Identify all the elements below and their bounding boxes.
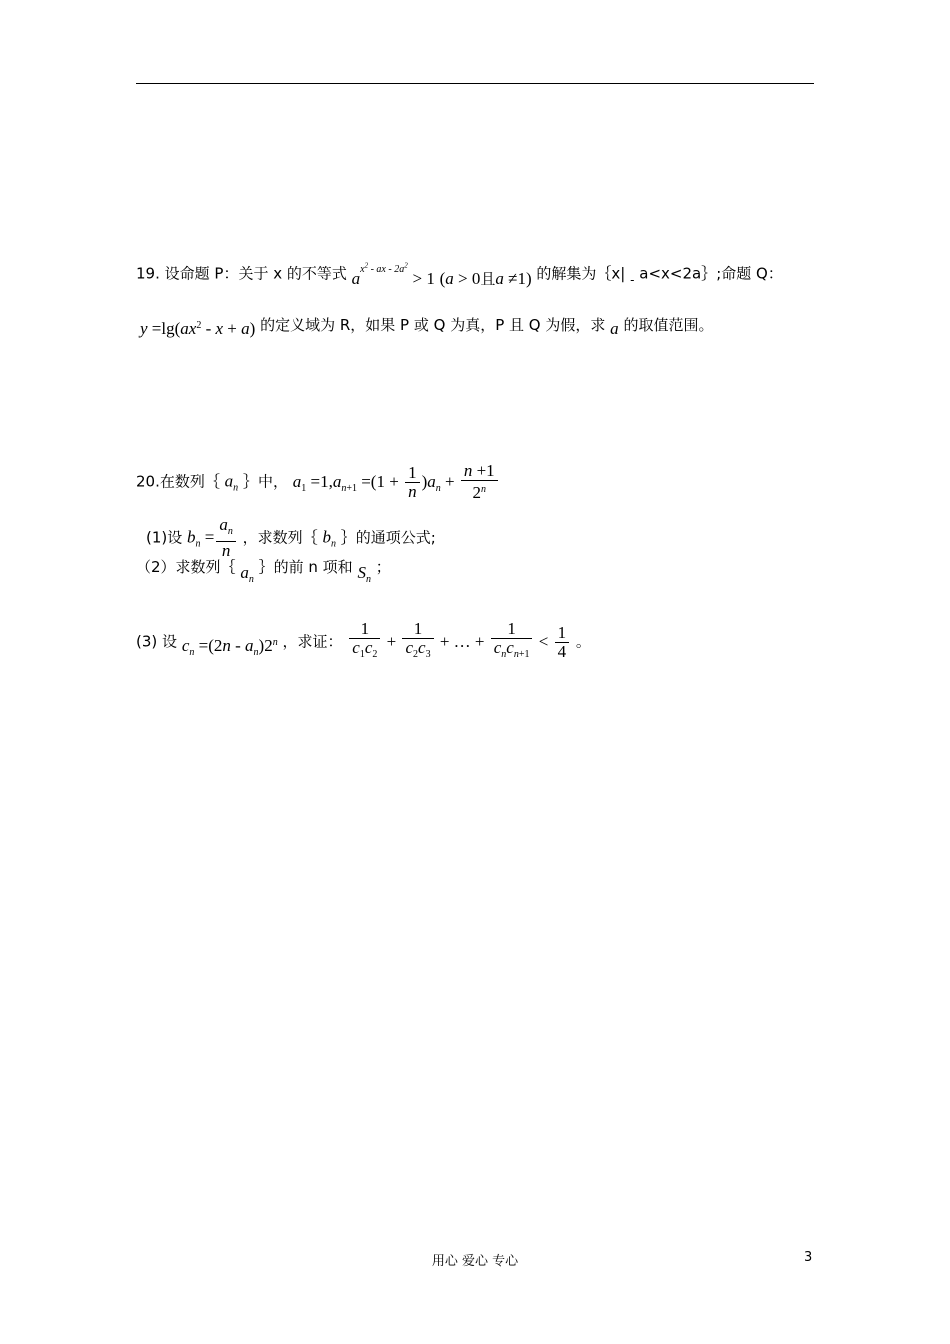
q20-label: 20. [136,472,160,491]
q19-inequality: $a^{x^2 - ax - 2a^2} > 1$ (a > 0且a ≠1) [351,262,532,289]
q19-function: $y =\lg(ax^2 - x + a)$ [140,319,256,338]
header-rule [136,83,814,84]
q20-inequality: $\frac{1}{c_1c_2}$ + $\frac{1}{c_2c_3}$ + … + $\frac{1}{c_nc_{n+1}}$ < $\frac{1}{4}$ [347,633,576,651]
q19-label: 19. [136,264,160,283]
q20-part-1: (1)设 $b_n$ = $\frac{a_n}{n}$ ，求数列｛ $b_n$ ｝的通项公式; [146,515,436,560]
q20-recurrence: $a_1 =1,a_{n+1} =(1$ + $\frac{1}{n}$ )$a_n$ + $\frac{n +1}{2^n}$ [293,473,500,491]
q19-line-2: $y =\lg(ax^2 - x + a)$ 的定义域为 R，如果 P 或 Q 为真，P 且 Q 为假，求 a 的取值范围。 [140,316,714,338]
q20-part-3: (3) 设 $c_n =(2n - a_n)2^n$ ，求证： $\frac{1}{c_1c_2}$ + $\frac{1}{c_2c_3}$ + … + $\frac{1}{c_nc_{n+1}}$ < $\frac{1}{4}$ 。 [136,619,591,661]
page-number: 3 [804,1250,813,1265]
q19-line-1: 19. 设命题 P：关于 x 的不等式 $a^{x^2 - ax - 2a^2} > 1$ (a > 0且a ≠1) 的解集为｛x| $_-$ a<x<2a｝;命题 Q： [136,262,783,289]
footer-text: 用心 爱心 专心 [431,1254,519,1269]
q20-part-2: （2）求数列｛ $a_n$ ｝的前 n 项和 $S_n$ ； [136,558,391,585]
q20-line-1: 20.在数列｛ $a_n$ ｝中， $a_1 =1,a_{n+1} =(1$ + $\frac{1}{n}$ )$a_n$ + $\frac{n +1}{2^n}$ [136,462,500,502]
